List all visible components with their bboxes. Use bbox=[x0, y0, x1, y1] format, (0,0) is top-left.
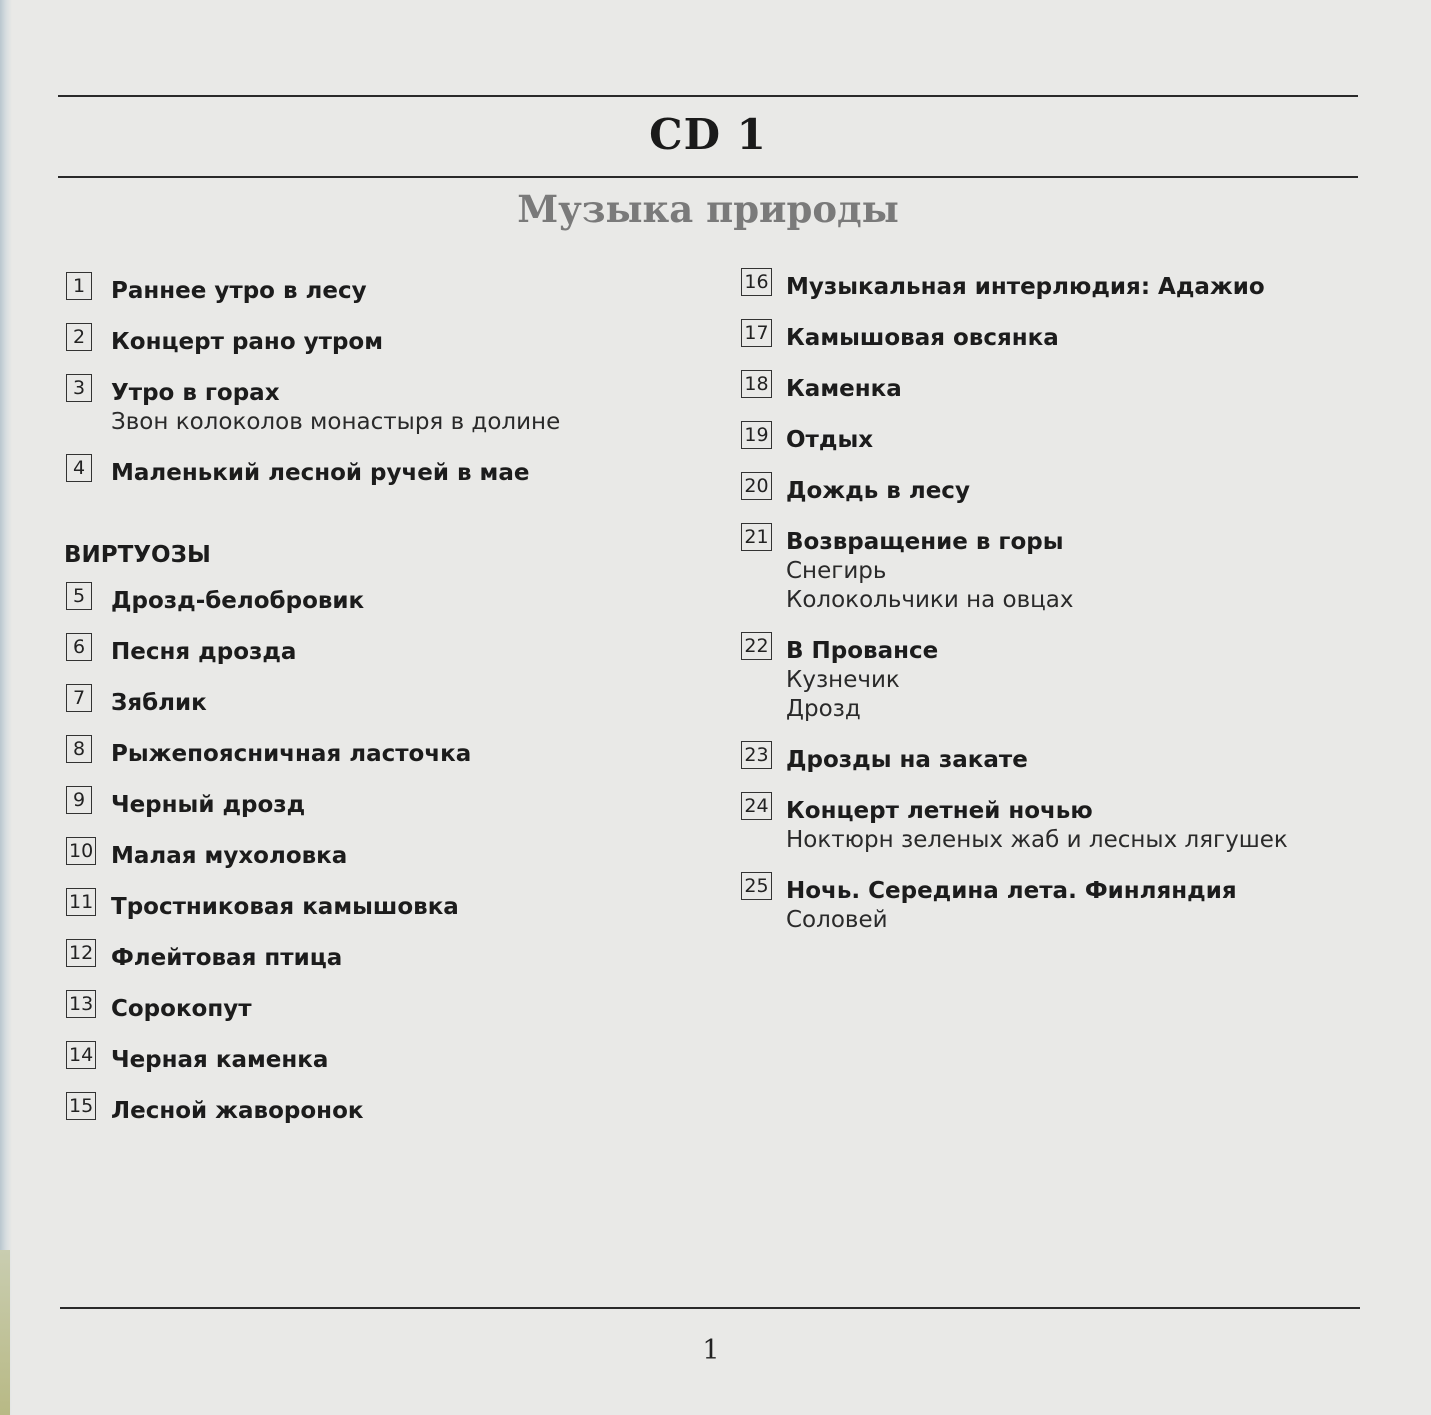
track-title: Ночь. Середина лета. Финляндия bbox=[786, 878, 1237, 904]
middle-rule bbox=[58, 176, 1358, 178]
track-title: Отдых bbox=[786, 427, 874, 453]
track-title: Раннее утро в лесу bbox=[111, 278, 367, 304]
track-title: Зяблик bbox=[111, 690, 207, 716]
track-item bbox=[66, 684, 706, 718]
track-title: Лесной жаворонок bbox=[111, 1098, 364, 1124]
track-item bbox=[66, 990, 706, 1024]
track-item bbox=[741, 421, 1401, 455]
track-title: Дождь в лесу bbox=[786, 478, 970, 504]
track-item bbox=[66, 374, 706, 437]
album-title: Музыка природы bbox=[517, 187, 899, 231]
track-number: 9 bbox=[66, 786, 92, 814]
track-subtitle: Соловей bbox=[786, 907, 888, 933]
track-number: 2 bbox=[66, 323, 92, 351]
track-title: Сорокопут bbox=[111, 996, 252, 1022]
track-group-1 bbox=[66, 272, 706, 488]
bottom-rule bbox=[60, 1307, 1360, 1309]
track-group-2 bbox=[741, 268, 1401, 935]
track-number: 24 bbox=[741, 792, 772, 820]
track-item bbox=[66, 939, 706, 973]
track-item bbox=[66, 323, 706, 357]
track-number: 22 bbox=[741, 632, 772, 660]
track-number: 12 bbox=[66, 939, 96, 967]
track-item bbox=[741, 472, 1401, 506]
track-item bbox=[66, 582, 706, 616]
track-subtitle: Колокольчики на овцах bbox=[786, 587, 1074, 613]
track-title: Дрозды на закате bbox=[786, 747, 1028, 773]
track-item bbox=[66, 454, 706, 488]
track-number: 6 bbox=[66, 633, 92, 661]
track-number: 17 bbox=[741, 319, 772, 347]
top-rule bbox=[58, 95, 1358, 97]
track-number: 11 bbox=[66, 888, 96, 916]
track-number: 21 bbox=[741, 523, 772, 551]
track-title: Возвращение в горы bbox=[786, 529, 1064, 555]
track-title: Утро в горах bbox=[111, 380, 280, 406]
disc-title: CD 1 bbox=[649, 110, 767, 159]
track-title: Каменка bbox=[786, 376, 902, 402]
track-title: Маленький лесной ручей в мае bbox=[111, 460, 530, 486]
track-subtitle: Кузнечик bbox=[786, 667, 900, 693]
track-item bbox=[741, 872, 1401, 935]
track-item bbox=[741, 523, 1401, 615]
track-group-virtuosos bbox=[66, 582, 706, 1126]
track-subtitle: Снегирь bbox=[786, 558, 887, 584]
track-item bbox=[66, 786, 706, 820]
track-number: 18 bbox=[741, 370, 772, 398]
track-number: 7 bbox=[66, 684, 92, 712]
track-item bbox=[66, 1092, 706, 1126]
track-number: 8 bbox=[66, 735, 92, 763]
track-item bbox=[741, 370, 1401, 404]
track-number: 23 bbox=[741, 741, 772, 769]
track-subtitle: Ноктюрн зеленых жаб и лесных лягушек bbox=[786, 827, 1288, 853]
track-item bbox=[66, 272, 706, 306]
track-number: 3 bbox=[66, 374, 92, 402]
track-item bbox=[66, 888, 706, 922]
booklet-cover-edge bbox=[0, 1250, 10, 1415]
track-title: Песня дрозда bbox=[111, 639, 297, 665]
track-title: Концерт летней ночью bbox=[786, 798, 1093, 824]
tracklist-right-column bbox=[741, 268, 1401, 952]
track-title: В Провансе bbox=[786, 638, 939, 664]
track-item bbox=[741, 268, 1401, 302]
track-number: 1 bbox=[66, 272, 92, 300]
tracklist-left-column bbox=[66, 272, 706, 1143]
track-item bbox=[741, 319, 1401, 353]
track-number: 16 bbox=[741, 268, 772, 296]
track-number: 10 bbox=[66, 837, 96, 865]
track-subtitle: Звон колоколов монастыря в долине bbox=[111, 409, 561, 435]
track-title: Рыжепоясничная ласточка bbox=[111, 741, 472, 767]
page-number: 1 bbox=[702, 1335, 720, 1366]
track-item bbox=[66, 633, 706, 667]
track-item bbox=[66, 735, 706, 769]
track-item bbox=[741, 632, 1401, 724]
track-title: Камышовая овсянка bbox=[786, 325, 1059, 351]
track-title: Малая мухоловка bbox=[111, 843, 348, 869]
track-title: Черная каменка bbox=[111, 1047, 329, 1073]
track-item bbox=[66, 1041, 706, 1075]
track-title: Концерт рано утром bbox=[111, 329, 384, 355]
track-title: Тростниковая камышовка bbox=[111, 894, 459, 920]
track-subtitle: Дрозд bbox=[786, 696, 861, 722]
track-item bbox=[741, 741, 1401, 775]
track-number: 14 bbox=[66, 1041, 96, 1069]
track-title: Флейтовая птица bbox=[111, 945, 343, 971]
section-heading: ВИРТУОЗЫ bbox=[64, 542, 211, 568]
track-item bbox=[66, 837, 706, 871]
track-title: Черный дрозд bbox=[111, 792, 306, 818]
track-title: Дрозд-белобровик bbox=[111, 588, 365, 614]
track-title: Музыкальная интерлюдия: Адажио bbox=[786, 274, 1265, 300]
track-number: 25 bbox=[741, 872, 772, 900]
track-number: 13 bbox=[66, 990, 96, 1018]
track-number: 15 bbox=[66, 1092, 96, 1120]
track-number: 5 bbox=[66, 582, 92, 610]
track-number: 4 bbox=[66, 454, 92, 482]
track-number: 20 bbox=[741, 472, 772, 500]
track-number: 19 bbox=[741, 421, 772, 449]
track-item bbox=[741, 792, 1401, 855]
